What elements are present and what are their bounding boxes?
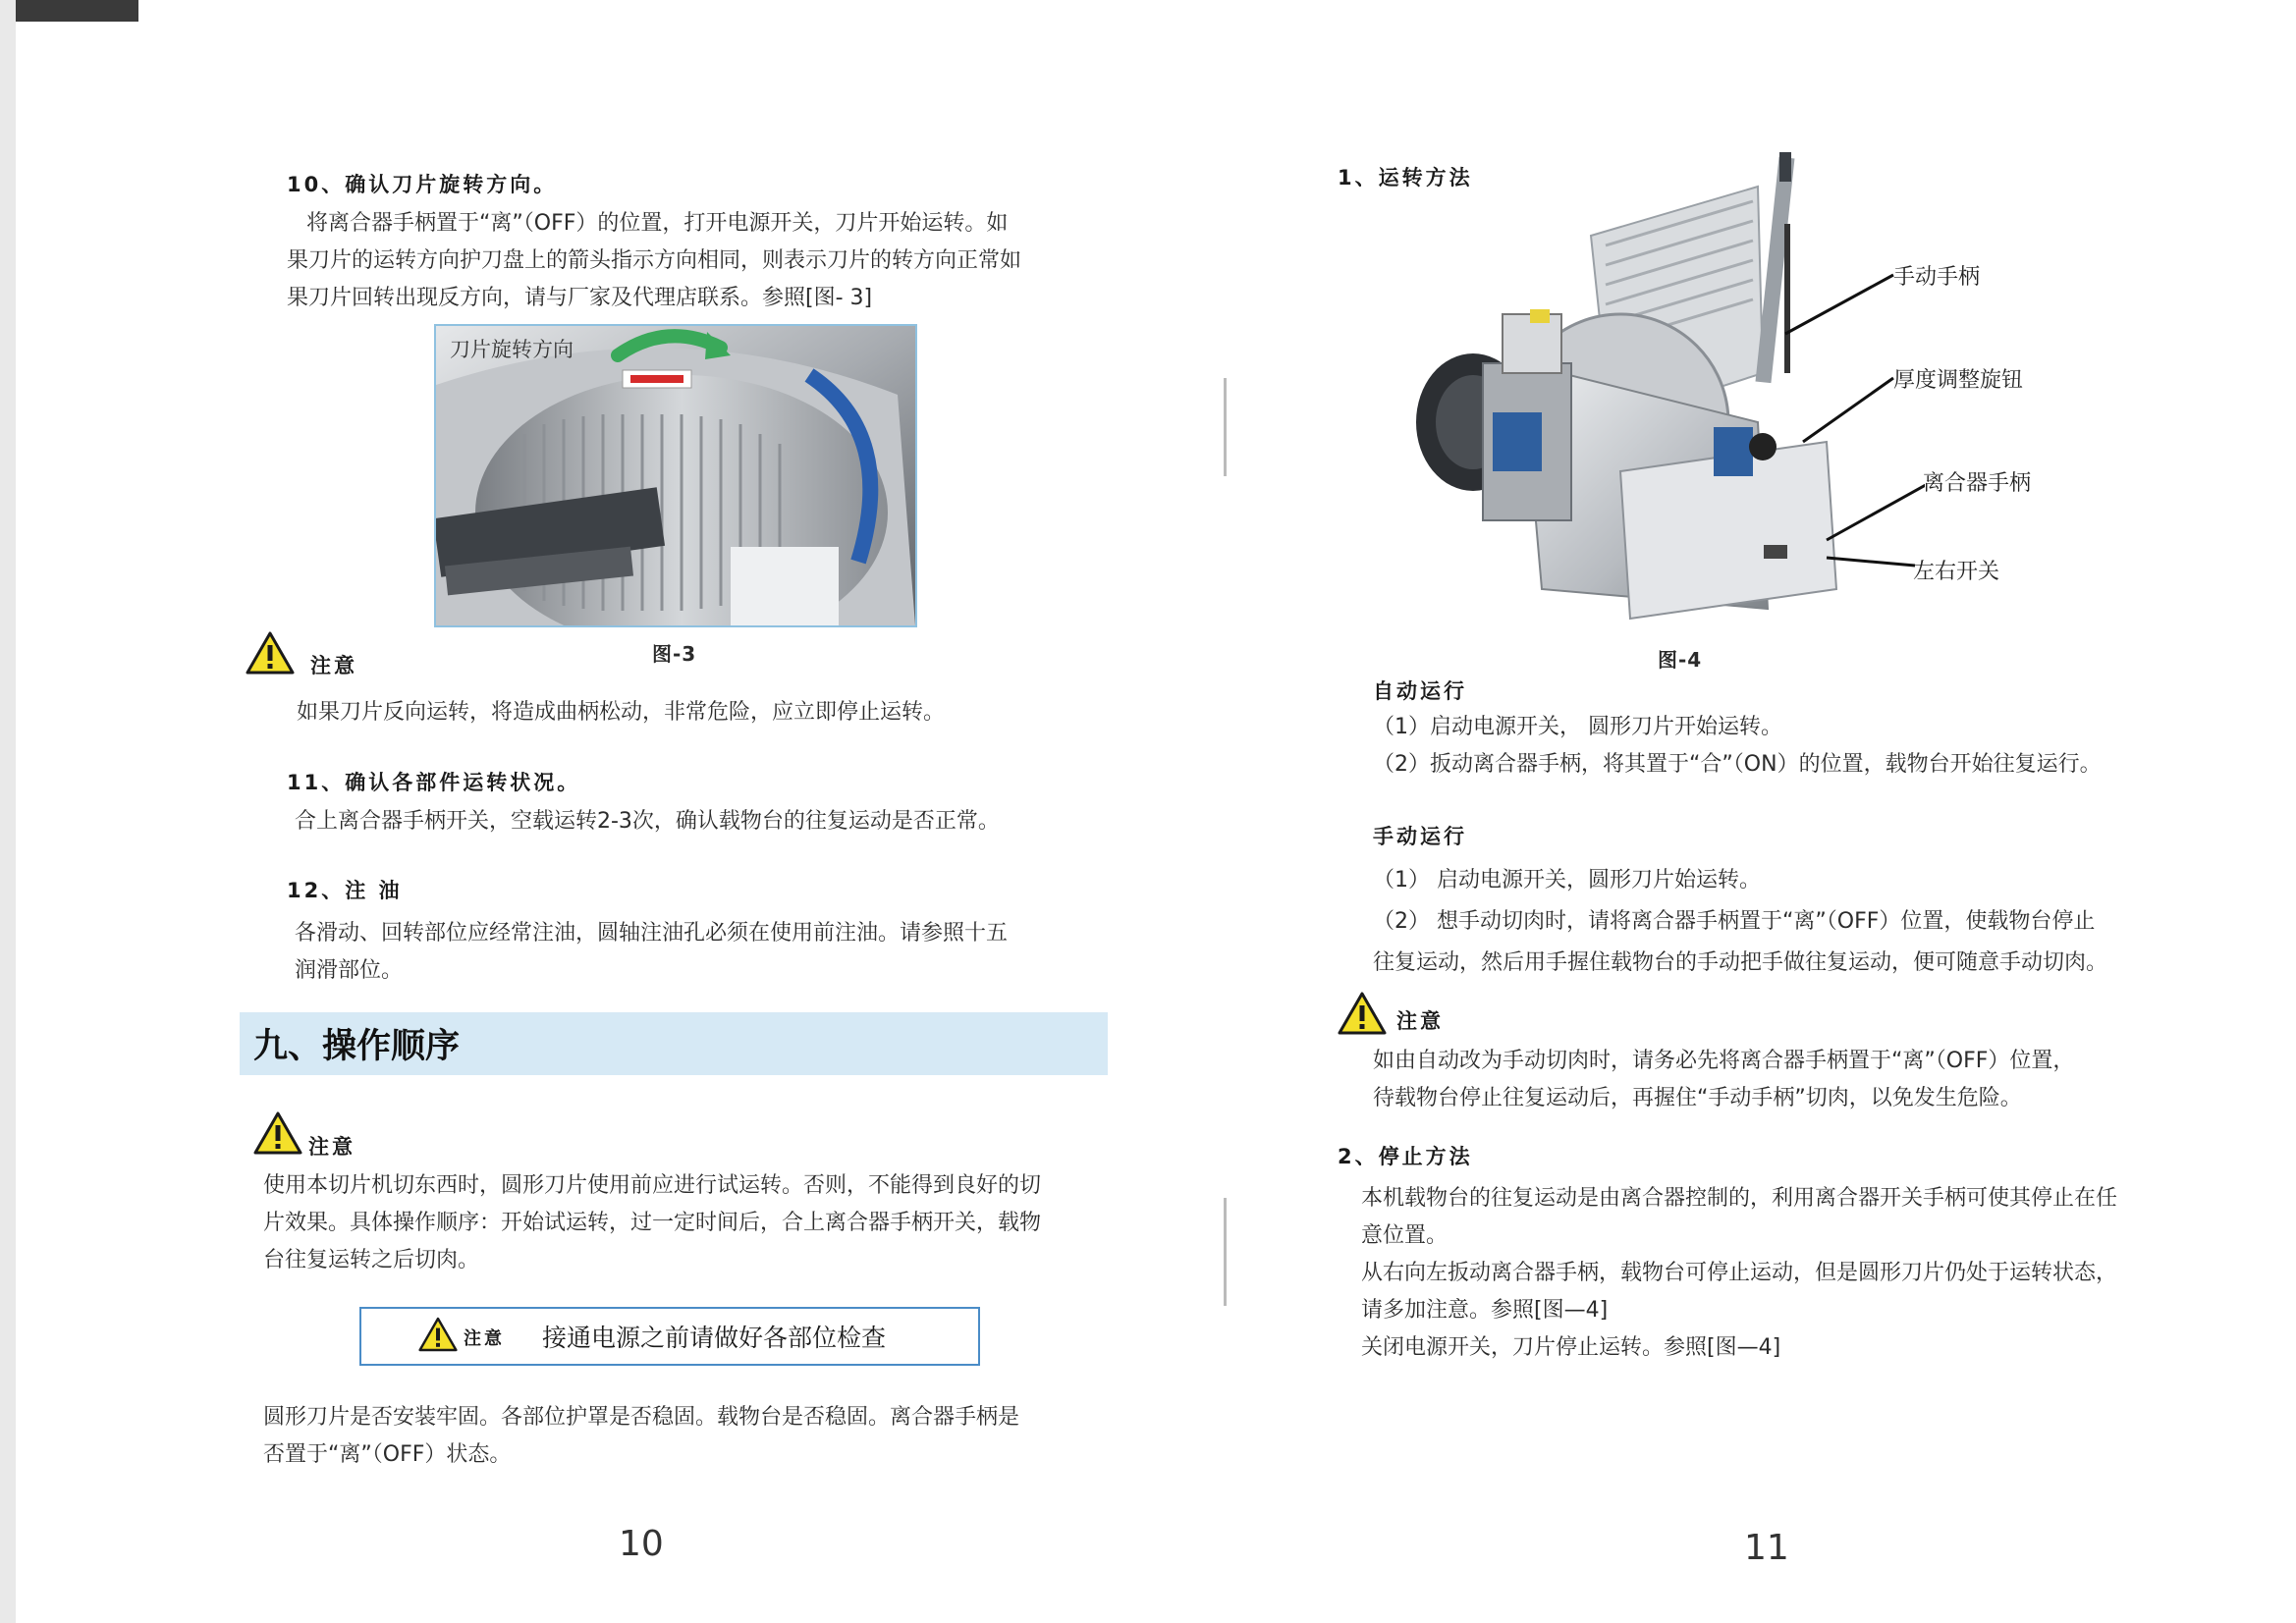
- caution2-line-3: 台往复运转之后切肉。: [263, 1248, 480, 1272]
- stop-line-2: 意位置。: [1361, 1223, 1449, 1248]
- manual-line-2: （2） 想手动切肉时，请将离合器手柄置于“离”（OFF）位置，使载物台停止: [1373, 909, 2096, 934]
- figure-3-photo: [434, 324, 917, 627]
- box-label: 注意: [464, 1328, 505, 1349]
- figure-3-caption: 图-3: [652, 642, 697, 666]
- s10-line-2: 果刀片的运转方向护刀盘上的箭头指示方向相同，则表示刀片的转方向正常如: [287, 248, 1022, 273]
- callout-thickness-knob: 厚度调整旋钮: [1893, 368, 2024, 393]
- figure-4-caption: 图-4: [1658, 648, 1703, 672]
- manual-line-1: （1） 启动电源开关，圆形刀片始运转。: [1373, 868, 1761, 893]
- caution2-line-1: 使用本切片机切东西时，圆形刀片使用前应进行试运转。否则，不能得到良好的切: [263, 1173, 1042, 1198]
- s10-line-3: 果刀片回转出现反方向，请与厂家及代理店联系。参照[图- 3]: [287, 286, 873, 310]
- callout-clutch-handle: 离合器手柄: [1923, 471, 2032, 496]
- heading-auto: 自动运行: [1373, 679, 1467, 703]
- caution1-label: 注意: [310, 654, 357, 677]
- heading-r2: 2、停止方法: [1338, 1145, 1473, 1168]
- figure-3-label: 刀片旋转方向: [450, 338, 574, 361]
- s11-text: 合上离合器手柄开关，空载运转2-3次，确认载物台的往复运动是否正常。: [295, 809, 1000, 834]
- page-number-right: 11: [1744, 1528, 1789, 1568]
- heading-s12: 12、注 油: [287, 879, 403, 902]
- s12-line-2: 润滑部位。: [295, 958, 404, 983]
- warning-icon: [253, 1111, 302, 1155]
- warning-icon: [1338, 992, 1387, 1035]
- stop-line-5: 关闭电源开关，刀片停止运转。参照[图—4]: [1361, 1335, 1781, 1360]
- auto-line-1: （1）启动电源开关， 圆形刀片开始运转。: [1373, 715, 1782, 739]
- heading-s10: 10、确认刀片旋转方向。: [287, 173, 558, 196]
- binding-edge: [0, 0, 16, 1623]
- final-body: [263, 1399, 1019, 1474]
- final-line-1: 圆形刀片是否安装牢固。各部位护罩是否稳固。载物台是否稳固。离合器手柄是: [263, 1405, 1020, 1430]
- heading-s11: 11、确认各部件运转状况。: [287, 771, 581, 794]
- caution3-label: 注意: [1396, 1009, 1444, 1033]
- power-check-box: [359, 1307, 980, 1366]
- caution3-body: [1373, 1043, 2074, 1117]
- caution2-label: 注意: [308, 1135, 355, 1159]
- heading-r1: 1、运转方法: [1338, 166, 1473, 189]
- gutter-mark: [1224, 378, 1227, 476]
- blade-guard-illustration: [436, 326, 915, 625]
- stop-line-1: 本机载物台的往复运动是由离合器控制的，利用离合器开关手柄可使其停止在任: [1361, 1186, 2118, 1211]
- caution2-body: [263, 1167, 1041, 1279]
- warning-icon: [418, 1317, 458, 1352]
- section-9-title: 九、操作顺序: [253, 1027, 461, 1066]
- auto-body: [1373, 709, 2102, 784]
- stop-line-3: 从右向左扳动离合器手柄，载物台可停止运动，但是圆形刀片仍处于运转状态，: [1361, 1261, 2118, 1285]
- caution3-line-1: 如由自动改为手动切肉时，请务必先将离合器手柄置于“离”（OFF）位置，: [1373, 1049, 2075, 1073]
- manual-body: [1373, 860, 2107, 984]
- auto-line-2: （2）扳动离合器手柄，将其置于“合”（ON）的位置，载物台开始往复运行。: [1373, 752, 2102, 777]
- gutter-mark: [1224, 1198, 1227, 1306]
- callout-lr-switch: 左右开关: [1913, 560, 2000, 584]
- caution1-text: 如果刀片反向运转，将造成曲柄松动，非常危险，应立即停止运转。: [297, 700, 946, 725]
- warning-icon: [246, 631, 295, 675]
- box-text: 接通电源之前请做好各部位检查: [542, 1324, 887, 1352]
- s10-body: [287, 205, 1131, 317]
- s12-body: [295, 915, 1008, 990]
- caution3-line-2: 待载物台停止往复运动后，再握住“手动手柄”切肉，以免发生危险。: [1373, 1086, 2022, 1110]
- scan-corner-mark: [16, 0, 138, 22]
- callout-manual-handle: 手动手柄: [1893, 265, 1981, 290]
- callout-leaders: [1768, 255, 1925, 579]
- s12-line-1: 各滑动、回转部位应经常注油，圆轴注油孔必须在使用前注油。请参照十五: [295, 921, 1009, 946]
- final-line-2: 否置于“离”（OFF）状态。: [263, 1442, 512, 1467]
- page-number-left: 10: [619, 1524, 664, 1564]
- stop-body: [1361, 1180, 2117, 1367]
- s10-line-1: 将离合器手柄置于“离”（OFF）的位置，打开电源开关，刀片开始运转。如: [306, 211, 1009, 236]
- manual-line-3: 往复运动，然后用手握住载物台的手动把手做往复运动，便可随意手动切肉。: [1373, 950, 2108, 975]
- caution2-line-2: 片效果。具体操作顺序：开始试运转，过一定时间后，合上离合器手柄开关，载物: [263, 1211, 1042, 1235]
- stop-line-4: 请多加注意。参照[图—4]: [1361, 1298, 1609, 1323]
- heading-manual: 手动运行: [1373, 825, 1467, 848]
